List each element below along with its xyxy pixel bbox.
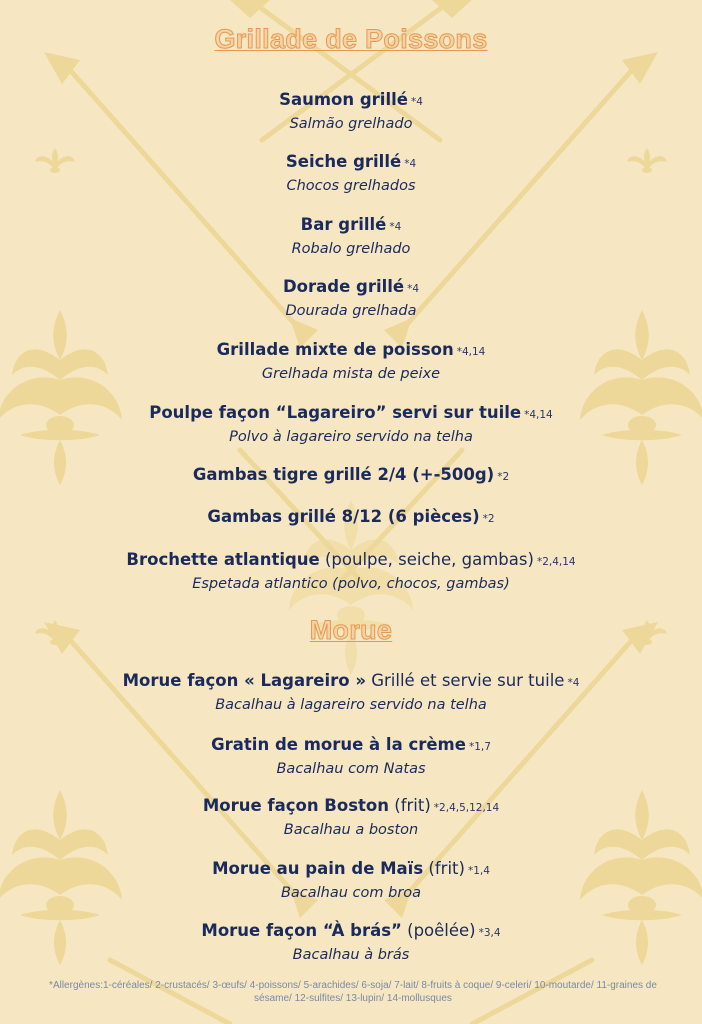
allergen-codes: *2 [497,471,510,483]
menu-item [0,858,702,904]
menu-item [0,670,702,716]
menu-item [0,549,702,595]
dish-translation: Salmão grelhado [289,116,413,132]
menu-item [0,795,702,841]
dish-name: Morue façon Boston [202,796,390,815]
dish-name: Saumon grillé [279,90,408,109]
menu-item [0,920,702,966]
dish-name: Poulpe façon “Lagareiro” servi sur tuile [149,403,522,422]
allergen-codes: *4 [389,221,402,233]
allergen-codes: *4 [404,158,417,170]
dish-name: Morue façon « Lagareiro » [122,671,366,690]
dish-translation: Grelhada mista de peixe [261,366,441,382]
dish-name: Gambas grillé 8/12 (6 pièces) [207,507,480,526]
allergen-codes: *1,7 [468,741,491,753]
dish-note: (poêlée) [407,921,476,940]
dish-note: (poulpe, seiche, gambas) [324,550,534,569]
dish-name: Gambas tigre grillé 2/4 (+-500g) [192,465,495,484]
dish-name: Dorade grillé [282,277,405,296]
dish-name: Morue façon “À brás” [201,921,402,940]
section-title-grillade: Grillade de Poissons [214,24,488,54]
section-title-morue: Morue [309,615,393,645]
dish-name: Grillade mixte de poisson [216,340,454,359]
dish-note: (frit) [394,796,431,815]
menu-item [0,89,702,135]
allergen-codes: *1,4 [467,865,490,877]
menu-item [0,734,702,780]
dish-translation: Polvo à lagareiro servido na telha [229,429,473,445]
dish-name: Seiche grillé [285,152,402,171]
menu-item [0,506,702,530]
menu-item [0,339,702,385]
allergen-codes: *4 [567,677,580,689]
menu-item [0,464,702,488]
dish-name: Morue au pain de Maïs [212,859,424,878]
allergen-codes: *2,4,5,12,14 [433,802,500,814]
dish-name: Bar grillé [300,215,387,234]
dish-note: Grillé et servie sur tuile [371,671,565,690]
allergen-codes: *3,4 [478,927,501,939]
allergen-legend: *Allergènes:1-céréales/ 2-crustacés/ 3-œufs/ 4-poissons/ 5-arachides/ 6-soja/ 7-lait/ 8-fruits à coque/ 9-celeri/ 10-moutarde/ 11-graines de sésame/ 12-sulfites/ 13-lupin/ 14-mollusques [49,980,657,1004]
dish-translation: Bacalhau à lagareiro servido na telha [215,697,487,713]
menu-item [0,276,702,322]
allergen-codes: *2,4,14 [536,556,576,568]
dish-translation: Espetada atlantico (polvo, chocos, gambas) [192,576,510,592]
dish-translation: Bacalhau à brás [292,947,410,963]
allergen-codes: *4,14 [524,409,553,421]
dish-translation: Chocos grelhados [286,178,416,194]
dish-translation: Robalo grelhado [291,241,411,257]
dish-name: Brochette atlantique [126,550,320,569]
dish-translation: Bacalhau com broa [280,885,422,901]
dish-translation: Bacalhau a boston [283,822,419,838]
menu-item [0,214,702,260]
allergen-codes: *2 [482,513,495,525]
dish-note: (frit) [428,859,465,878]
menu-item [0,151,702,197]
allergen-codes: *4 [410,96,423,108]
dish-name: Gratin de morue à la crème [211,735,466,754]
allergen-codes: *4,14 [456,346,486,358]
dish-translation: Dourada grelhada [285,303,417,319]
allergen-codes: *4 [407,283,420,295]
menu-item [0,402,702,448]
dish-translation: Bacalhau com Natas [276,761,426,777]
